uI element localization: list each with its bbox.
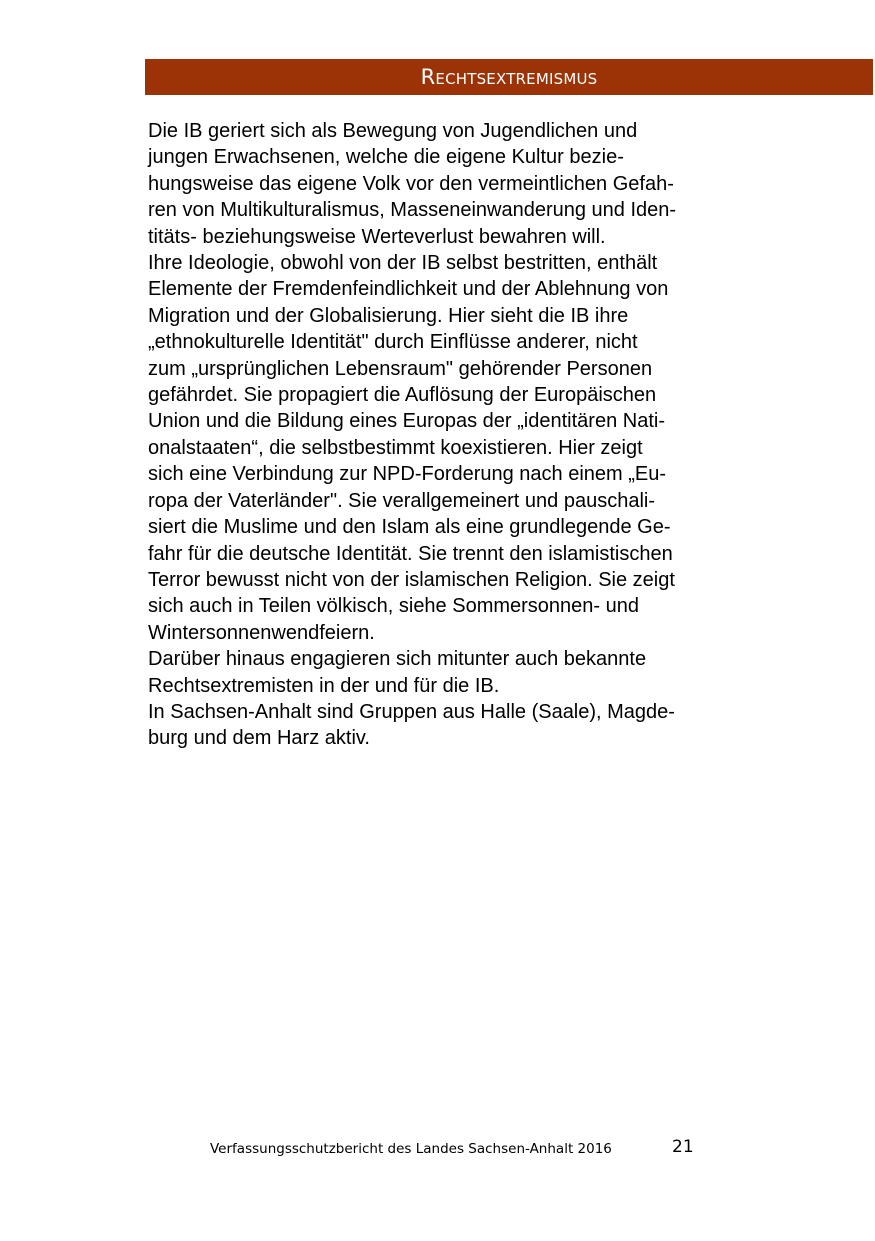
text-line: ropa der Vaterländer". Sie verallgemeinert und pauschali-	[148, 489, 656, 512]
body-text	[148, 118, 763, 752]
page-number: 21	[672, 1137, 694, 1157]
text-line: Elemente der Fremdenfeindlichkeit und der Ablehnung von	[148, 278, 669, 301]
section-header-bar	[145, 59, 873, 95]
text-line: jungen Erwachsenen, welche die eigene Kultur bezie-	[148, 146, 624, 169]
text-line: Terror bewusst nicht von der islamischen Religion. Sie zeigt	[148, 568, 675, 591]
text-line: sich eine Verbindung zur NPD-Forderung nach einem „Eu-	[148, 463, 667, 486]
text-line: Ihre Ideologie, obwohl von der IB selbst bestritten, enthält	[148, 252, 658, 275]
text-line: Wintersonnenwendfeiern.	[148, 621, 375, 644]
text-line: „ethnokulturelle Identität" durch Einflüsse anderer, nicht	[148, 331, 638, 354]
text-line: Die IB geriert sich als Bewegung von Jugendlichen und	[148, 120, 638, 142]
text-line: burg und dem Harz aktiv.	[148, 727, 370, 750]
text-line: titäts- beziehungsweise Werteverlust bewahren will.	[148, 225, 606, 248]
text-line: ren von Multikulturalismus, Masseneinwanderung und Iden-	[148, 199, 677, 222]
text-line: onalstaaten“, die selbstbestimmt koexistieren. Hier zeigt	[148, 436, 643, 459]
text-line: zum „ursprünglichen Lebensraum" gehörender Personen	[148, 357, 653, 380]
text-line: Rechtsextremisten in der und für die IB.	[148, 674, 500, 697]
text-line: Migration und der Globalisierung. Hier sieht die IB ihre	[148, 304, 629, 327]
text-line: hungsweise das eigene Volk vor den vermeintlichen Gefah-	[148, 172, 674, 195]
text-line: fahr für die deutsche Identität. Sie trennt den islamistischen	[148, 542, 673, 565]
text-line: sich auch in Teilen völkisch, siehe Sommersonnen- und	[148, 595, 640, 618]
section-title: Rechtsextremismus	[420, 65, 598, 89]
text-line: Union und die Bildung eines Europas der „identitären Nati-	[148, 410, 665, 433]
text-line: gefährdet. Sie propagiert die Auflösung der Europäischen	[148, 384, 657, 407]
text-line: In Sachsen-Anhalt sind Gruppen aus Halle (Saale), Magde-	[148, 700, 675, 723]
footer-title: Verfassungsschutzbericht des Landes Sachsen-Anhalt 2016	[210, 1141, 612, 1157]
text-line: siert die Muslime und den Islam als eine grundlegende Ge-	[148, 516, 671, 539]
text-line: Darüber hinaus engagieren sich mitunter auch bekannte	[148, 648, 647, 671]
